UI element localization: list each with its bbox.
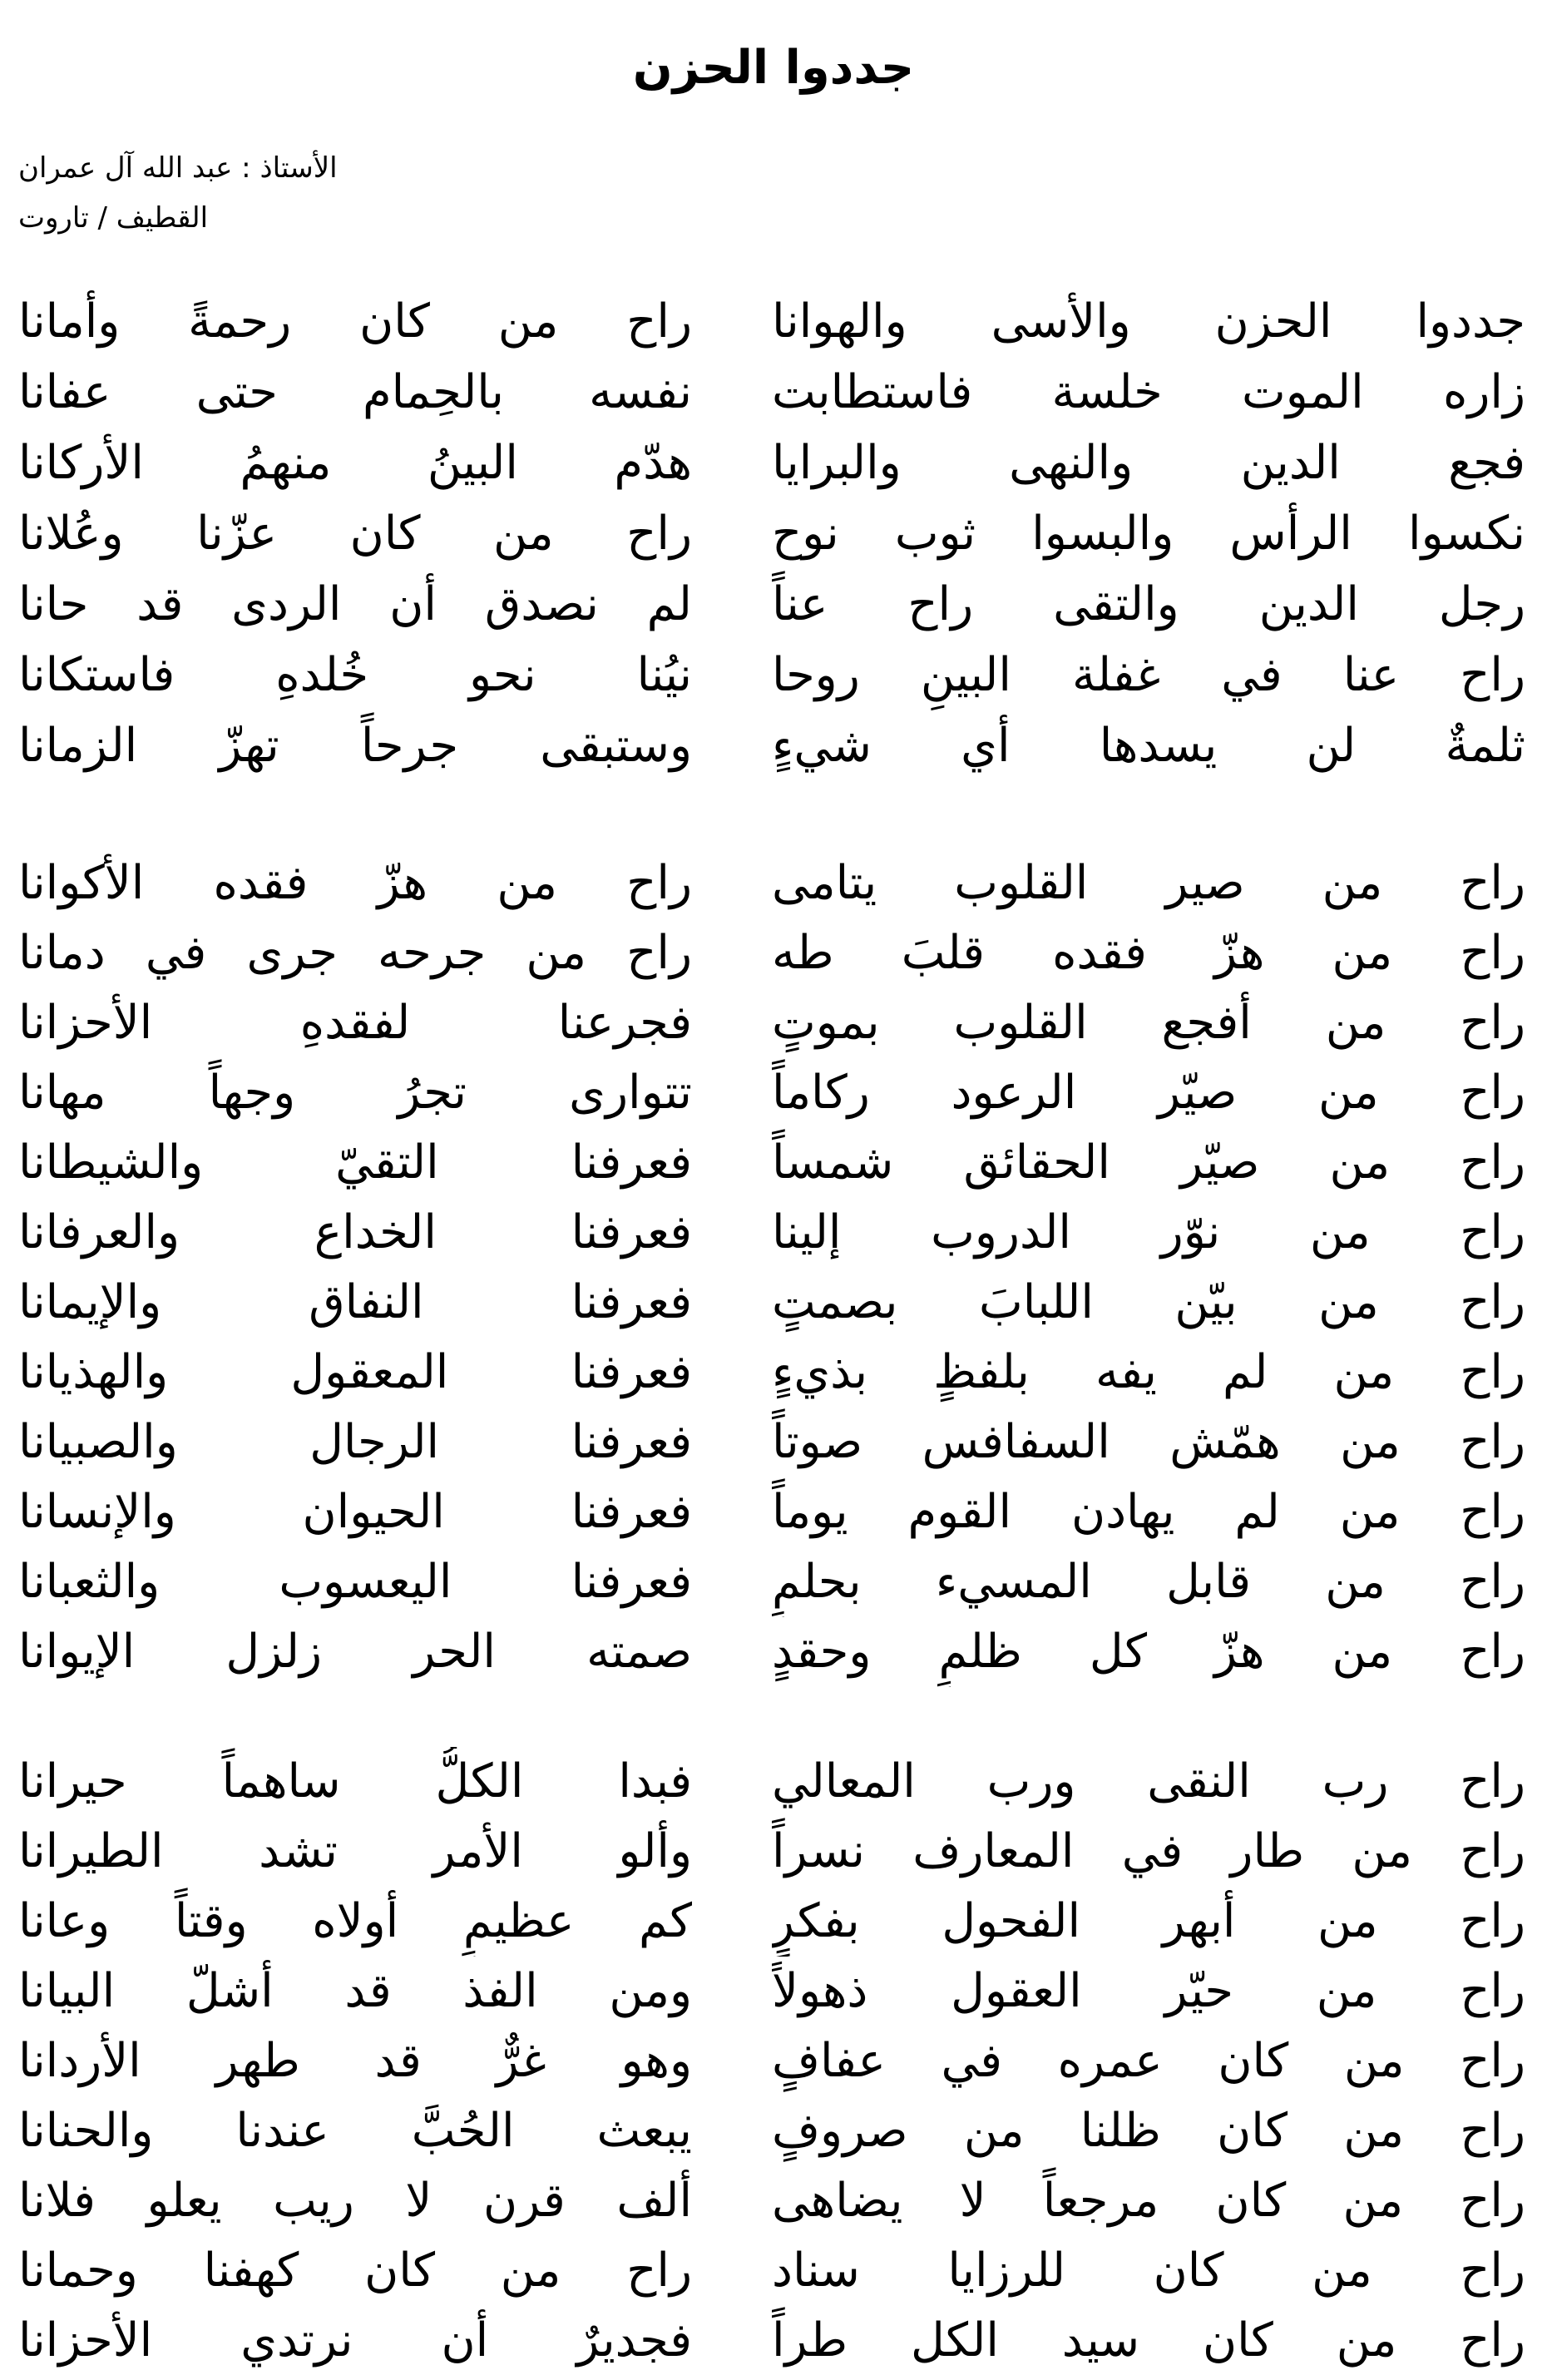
verse-second-half: فعرفنا الخداع والعرفانا	[18, 1205, 692, 1259]
verse-second-half: نفسه بالحِمام حتى عفانا	[18, 365, 692, 419]
verse-first-half: راح من طار في المعارف نسراً	[772, 1824, 1525, 1878]
verse	[0, 2096, 1547, 2166]
verse	[0, 1338, 1547, 1408]
verse-second-half: فعرفنا النفاق والإيمانا	[18, 1275, 692, 1329]
verse	[0, 1957, 1547, 2026]
verse	[0, 1268, 1547, 1338]
verse	[0, 1198, 1547, 1268]
verse-first-half: راح من لم يفه بلفظٍ بذيءٍ	[772, 1345, 1525, 1399]
verse	[0, 1887, 1547, 1957]
verse-second-half: راح من كان عزّنا وعُلانا	[18, 507, 692, 561]
verse	[0, 2166, 1547, 2236]
verse-second-half: فعرفنا الحيوان والإنسانا	[18, 1485, 692, 1539]
stanza-3	[0, 1747, 1547, 2376]
verse-first-half: راح من كان سيد الكل طراً	[772, 2313, 1525, 2368]
verse-first-half: راح من همّش السفافس صوتاً	[772, 1415, 1525, 1469]
verse-second-half: ألف قرن لا ريب يعلو فلانا	[18, 2174, 692, 2228]
verse-first-half: راح من هزّ فقده قلبَ طه	[772, 926, 1525, 980]
verse-first-half: راح من صيّر الحقائق شمساً	[772, 1136, 1525, 1190]
verse-second-half: تتوارى تجرُ وجهاً مهانا	[18, 1066, 692, 1120]
verse-first-half: رجل الدين والتقى راح عناً	[772, 577, 1525, 631]
verse-second-half: فعرفنا الرجال والصبيانا	[18, 1415, 692, 1469]
verse-first-half: راح من صير القلوب يتامى	[772, 856, 1525, 910]
author-name: الأستاذ : عبد الله آل عمران	[18, 151, 338, 185]
verse-first-half: راح من أبهر الفحول بفكرٍ	[772, 1894, 1525, 1948]
verse-second-half: وألو الأمر تشد الطيرانا	[18, 1824, 692, 1878]
verse-first-half: ثلمةٌ لن يسدها أي شيءٍ	[772, 719, 1525, 773]
verse-first-half: زاره الموت خلسة فاستطابت	[772, 365, 1525, 419]
verse	[0, 2026, 1547, 2096]
author-block	[18, 143, 534, 243]
verse-first-half: نكسوا الرأس والبسوا ثوب نوح	[772, 507, 1525, 561]
verse-second-half: فجرعنا لفقدهِ الأحزانا	[18, 996, 692, 1050]
verse	[0, 988, 1547, 1058]
verse	[0, 640, 1547, 710]
verse	[0, 918, 1547, 988]
verse-second-half: راح من كان رحمةً وأمانا	[18, 294, 692, 349]
verse	[0, 2306, 1547, 2376]
verse-second-half: فعرفنا التقيّ والشيطانا	[18, 1136, 692, 1190]
verse-second-half: راح من هزّ فقده الأكوانا	[18, 856, 692, 910]
verse	[0, 1547, 1547, 1617]
verse-first-half: راح من كان للرزايا سناد	[772, 2244, 1525, 2298]
verse	[0, 498, 1547, 569]
verse-second-half: ومن الفذ قد أشلّ البيانا	[18, 1964, 692, 2018]
verse-first-half: راح من هزّ كل ظلمٍ وحقدٍ	[772, 1625, 1525, 1679]
verse	[0, 1128, 1547, 1198]
verse	[0, 2236, 1547, 2306]
verse-first-half: راح من لم يهادن القوم يوماً	[772, 1485, 1525, 1539]
verse	[0, 357, 1547, 428]
verse-first-half: راح من بيّن اللبابَ بصمتٍ	[772, 1275, 1525, 1329]
verse	[0, 849, 1547, 918]
poem-title: جددوا الحزن	[632, 41, 915, 95]
verse	[0, 1747, 1547, 1817]
verse-first-half: جددوا الحزن والأسى والهوانا	[772, 294, 1525, 349]
verse-second-half: راح من كان كهفنا وحمانا	[18, 2244, 692, 2298]
verse-first-half: راح من نوّر الدروب إلينا	[772, 1205, 1525, 1259]
author-location: القطيف / تاروت	[18, 201, 209, 235]
verse-second-half: وستبقى جرحاً تهزّ الزمانا	[18, 719, 692, 773]
verse-second-half: راح من جرحه جرى في دمانا	[18, 926, 692, 980]
verse	[0, 1617, 1547, 1687]
verse	[0, 710, 1547, 781]
verse-second-half: يبعث الحُبَّ عندنا والحنانا	[18, 2104, 692, 2158]
verse	[0, 286, 1547, 357]
verse-first-half: راح رب النقى ورب المعالي	[772, 1754, 1525, 1809]
stanza-2	[0, 849, 1547, 1687]
verse-first-half: راح عنا في غفلة البينِ روحا	[772, 648, 1525, 702]
verse	[0, 428, 1547, 498]
verse	[0, 1058, 1547, 1128]
verse	[0, 569, 1547, 640]
verse-first-half: راح من كان مرجعاً لا يضاهى	[772, 2174, 1525, 2228]
verse-first-half: راح من كان ظلنا من صروفٍ	[772, 2104, 1525, 2158]
verse-first-half: راح من صيّر الرعود ركاماً	[772, 1066, 1525, 1120]
verse	[0, 1477, 1547, 1547]
verse-second-half: صمته الحر زلزل الإيوانا	[18, 1625, 692, 1679]
verse	[0, 1817, 1547, 1887]
verse-second-half: فعرفنا اليعسوب والثعبانا	[18, 1555, 692, 1609]
verse-second-half: هدّم البينُ منهمُ الأركانا	[18, 436, 692, 490]
verse-second-half: وهو غرٌّ قد طهر الأردانا	[18, 2034, 692, 2088]
verse-second-half: فعرفنا المعقول والهذيانا	[18, 1345, 692, 1399]
verse-first-half: راح من قابل المسيء بحلمٍ	[772, 1555, 1525, 1609]
verse-first-half: راح من أفجع القلوب بموتٍ	[772, 996, 1525, 1050]
verse	[0, 1408, 1547, 1477]
stanza-1	[0, 286, 1547, 781]
verse-second-half: فجديرٌ أن نرتدي الأحزانا	[18, 2313, 692, 2368]
verse-first-half: راح من كان عمره في عفافٍ	[772, 2034, 1525, 2088]
verse-second-half: لم نصدق أن الردى قد حانا	[18, 577, 692, 631]
verse-second-half: فبدا الكلُّ ساهماً حيرانا	[18, 1754, 692, 1809]
verse-second-half: كم عظيمٍ أولاه وقتاً وعانا	[18, 1894, 692, 1948]
verse-second-half: نيُنا نحو خُلدهِ فاستكانا	[18, 648, 692, 702]
verse-first-half: راح من حيّر العقول ذهولاً	[772, 1964, 1525, 2018]
verse-first-half: فجع الدين والنهى والبرايا	[772, 436, 1525, 490]
